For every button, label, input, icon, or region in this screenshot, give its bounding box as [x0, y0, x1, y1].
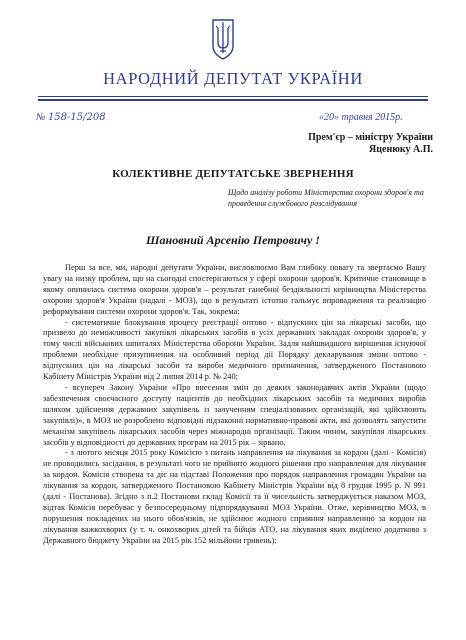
- reference-row: [36, 112, 430, 128]
- subject-line: Щодо аналізу роботи Міністерства охорони здоров'я та проведення службового розслідування: [228, 188, 424, 208]
- reference-date-month: травня: [341, 112, 373, 123]
- header-rule-thin: [38, 96, 428, 97]
- document-title: КОЛЕКТИВНЕ ДЕПУТАТСЬКЕ ЗВЕРНЕННЯ: [112, 168, 354, 180]
- body-paragraph-pricing: - систематичне блокування процесу реєстрації оптово - відпускних цін на лікарські засоби, що призвело до неможливості закупівлі лікарських засобів в усіх державних закладах охорони здоров'я, у тому числі військових шпиталях Міністерства оборони України. Задля найшвидшого вирішення існуючої проблеми необхідне призупинення на особливий період дії Порядку декларування зміни оптово - відпускних цін на лікарські засоби та вироби медичного призначення, затвердженого Постановою Кабінету Міністрів України від 2 липня 2014 р. № 240;: [43, 317, 426, 382]
- body-paragraph-intro: Перш за все, ми, народні депутати України, висловлюємо Вам глибоку повагу та звертаємо Вашу увагу на низку проблем, що на сьогодні спостерігаються у сфері охорони здоров'я. Критичне становище в якому опинилась система охорони здоров'я – результат ганебної бездіяльності керівництва Міністерства охорони здоров'я України (надалі - МОЗ), що в результаті істотно гальмує впровадження та реалізацію реформування системи охорони здоров'я. Так, зокрема:: [43, 263, 426, 316]
- body-paragraph-commission: - з лютого місяця 2015 року Комісією з питань направлення на лікування за кордон (далі - Комісія) не проводились засідання, в результаті чого не прийнято жодного рішення про направлення для лікування за кордон. Комісія створена та діє на підставі Положення про порядок направлення громадян України на лікування за кордон, затвердженого Постановою Кабінету Міністрів України від 8 грудня 1995 р. N 991 (далі - Постанова). Згідно з п.2 Постанови склад Комісії та її чисельність затверджується наказом МОЗ, відтак Комісія перебуває у безпосередньому підпорядкуванні МОЗ України. Отже, керівництво МОЗ, в порушення покладених на нього обов'язків, не здійснює жодного сприяння направленню за кордон на лікування важкохворих (у т. ч. онкохворих дітей та бійців АТО, на лікування яких виділено додатково з Державного бюджету України на 2015 рік 152 мільйони гривень);: [43, 448, 426, 545]
- reference-date-day: 20: [324, 112, 334, 123]
- salutation: Шановний Арсенію Петровичу !: [146, 233, 320, 247]
- reference-number: [36, 112, 106, 123]
- header-rule-thick: [38, 99, 428, 101]
- letterhead-title: НАРОДНИЙ ДЕПУТАТ УКРАЇНИ: [103, 69, 363, 88]
- letter-body: [43, 263, 426, 547]
- reference-date-year: 2015р.: [375, 112, 403, 123]
- reference-number-prefix: №: [36, 112, 46, 123]
- addressee-position: Прем'єр – міністру України: [308, 132, 433, 143]
- reference-number-value: 158-15/208: [47, 112, 106, 123]
- ukraine-trident-emblem-icon: [210, 18, 236, 60]
- reference-date: «20» травня 2015р.: [319, 112, 403, 123]
- addressee-name: Яценюку А.П.: [369, 144, 433, 155]
- addressee-block: [308, 132, 433, 156]
- body-paragraph-procurement: - всупереч Закону України «Про внесення змін до деяких законодавчих актів України (щодо забезпечення своєчасного доступу пацієнтів до необхідних лікарських засобів та медичних виробів шляхом здійснення державних закупівель із залученням спеціалізованих організацій, які здійснюють закупівлі)», в МОЗ не розроблено відповідні підзаконні нормативно-правові акти, які дозволять запустити механізм закупівель лікарських засобів через міжнародні організації. Таким чином, закупівля лікарських засобів у відповідності до державних програм на 2015 рік – зірвано.: [43, 382, 426, 447]
